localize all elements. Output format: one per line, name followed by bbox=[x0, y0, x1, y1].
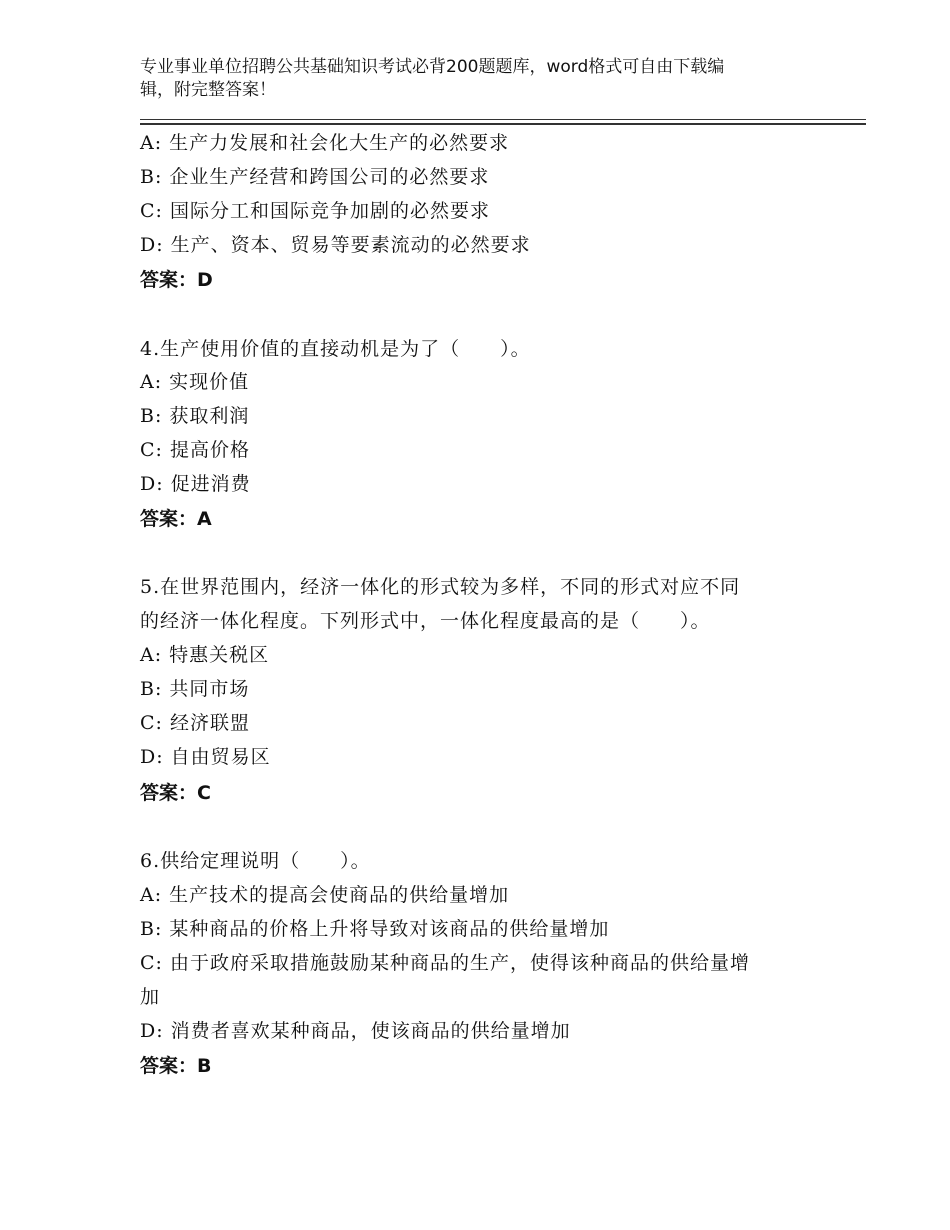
q4-option-d: D: 促进消费 bbox=[140, 473, 251, 495]
header-rule-bottom bbox=[140, 123, 866, 125]
q6-answer: 答案：B bbox=[140, 1055, 212, 1077]
q5-option-c: C: 经济联盟 bbox=[140, 712, 250, 734]
q3-option-a: A: 生产力发展和社会化大生产的必然要求 bbox=[140, 132, 510, 154]
q4-option-c: C: 提高价格 bbox=[140, 439, 250, 461]
q4-option-a: A: 实现价值 bbox=[140, 371, 250, 393]
q4-question: 4.生产使用价值的直接动机是为了（ ）。 bbox=[140, 338, 531, 360]
q3-option-b: B: 企业生产经营和跨国公司的必然要求 bbox=[140, 166, 490, 188]
header-rule-top bbox=[140, 119, 866, 120]
header-line-1: 专业事业单位招聘公共基础知识考试必背200题题库，word格式可自由下载编 bbox=[140, 57, 725, 77]
q5-question-line-2: 的经济一体化程度。下列形式中，一体化程度最高的是（ ）。 bbox=[140, 610, 711, 632]
q4-answer: 答案：A bbox=[140, 508, 212, 530]
q3-option-c: C: 国际分工和国际竞争加剧的必然要求 bbox=[140, 200, 490, 222]
q6-option-b: B: 某种商品的价格上升将导致对该商品的供给量增加 bbox=[140, 918, 610, 940]
q5-answer: 答案：C bbox=[140, 782, 211, 804]
q6-option-c-continued: 加 bbox=[140, 986, 161, 1008]
q6-question: 6.供给定理说明（ ）。 bbox=[140, 850, 371, 872]
q5-option-a: A: 特惠关税区 bbox=[140, 644, 270, 666]
q5-option-b: B: 共同市场 bbox=[140, 678, 250, 700]
q6-option-d: D: 消费者喜欢某种商品，使该商品的供给量增加 bbox=[140, 1020, 571, 1042]
header-line-2: 辑，附完整答案！ bbox=[140, 80, 276, 100]
q3-option-d: D: 生产、资本、贸易等要素流动的必然要求 bbox=[140, 234, 531, 256]
q6-option-c: C: 由于政府采取措施鼓励某种商品的生产，使得该种商品的供给量增 bbox=[140, 952, 750, 974]
q5-question-line-1: 5.在世界范围内，经济一体化的形式较为多样，不同的形式对应不同 bbox=[140, 576, 741, 598]
q5-option-d: D: 自由贸易区 bbox=[140, 746, 271, 768]
q6-option-a: A: 生产技术的提高会使商品的供给量增加 bbox=[140, 884, 510, 906]
document-header bbox=[140, 56, 790, 102]
q3-answer: 答案：D bbox=[140, 269, 213, 291]
q4-option-b: B: 获取利润 bbox=[140, 405, 250, 427]
